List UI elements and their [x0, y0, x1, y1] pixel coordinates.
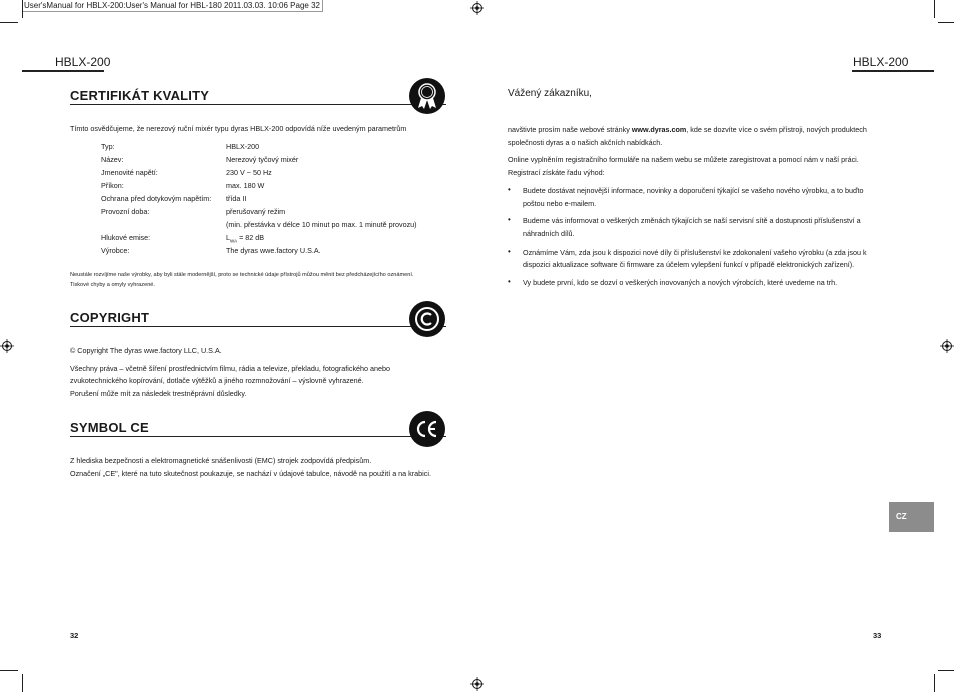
certificate-intro: Tímto osvědčujeme, že nerezový ruční mixér typu dyras HBLX-200 odpovídá níže uvedeným parametrům — [70, 124, 407, 133]
crop-mark-top-left — [22, 0, 23, 18]
spec-value: The dyras wwe.factory U.S.A. — [226, 246, 321, 255]
list-item: Budeme vás informovat o veškerých změnách týkajících se naší servisní sítě a dostupnosti příslušenství a — [523, 216, 861, 225]
symbol-ce-text: Označení „CE", které na tuto skutečnost poukazuje, se nachází v údajové tabulce, návodě na použití a na krabici. — [70, 469, 431, 478]
registration-mark-icon — [470, 1, 484, 15]
intro-paragraph: společnosti dyras a o našich akčních nabídkách. — [508, 138, 663, 147]
copyright-text: Porušení může mít za následek trestněprávní důsledky. — [70, 389, 247, 398]
certificate-note: Neustále rozvíjíme naše výrobky, aby byli stále modernější, proto se technické údaje přístrojů můžou měnit bez předcházejícího oznámení. — [70, 272, 414, 278]
section-rule — [70, 104, 446, 105]
certificate-note: Tiskové chyby a omyly vyhrazené. — [70, 282, 155, 288]
crop-mark-top-left-h — [0, 22, 18, 23]
crop-mark-top-right-h — [938, 22, 954, 23]
registration-paragraph: Online vyplněním registračního formuláře na našem webu se můžete zaregistrovat a pomocí nám v naší práci. — [508, 155, 859, 164]
language-tab — [889, 502, 934, 532]
spec-value-noise — [226, 233, 264, 246]
crop-mark-bottom-left — [22, 674, 23, 692]
list-item: Oznámíme Vám, zda jsou k dispozici nové díly či příslušenství ke zdokonalení vašeho výrobku (a zda jsou k — [523, 248, 867, 257]
crop-mark-bottom-right — [934, 674, 935, 692]
page-number-right: 33 — [873, 631, 882, 640]
list-item: Vy budete první, kdo se dozví o veškerých inovovaných a nových výrobcích, které uvedeme na trh. — [523, 278, 838, 287]
copyright-text: © Copyright The dyras wwe.factory LLC, U.S.A. — [70, 346, 222, 355]
bullet-icon: • — [508, 215, 511, 224]
crop-mark-top-right — [934, 0, 935, 18]
spec-value: 230 V ~ 50 Hz — [226, 168, 272, 177]
spec-label: Ochrana před dotykovým napětím: — [101, 194, 212, 203]
spec-label: Příkon: — [101, 181, 124, 190]
list-item: poštou nebo e-mailem. — [523, 199, 597, 208]
section-rule — [70, 326, 446, 327]
bullet-icon: • — [508, 277, 511, 286]
website-link[interactable]: www.dyras.com — [631, 125, 687, 134]
registration-mark-icon — [0, 339, 14, 353]
section-rule — [70, 436, 446, 437]
copyright-text: zvukotechnického kopírování, dotlače výtěžků a jiného rozmnožování – výslovně vyhrazené. — [70, 376, 364, 385]
registration-paragraph: Registrací získáte řadu výhod: — [508, 168, 605, 177]
award-ribbon-icon — [408, 77, 446, 115]
registration-mark-icon — [470, 677, 484, 691]
registration-mark-icon — [940, 339, 954, 353]
spec-value: max. 180 W — [226, 181, 265, 190]
noise-symbol: L — [226, 233, 230, 242]
noise-value: = 82 dB — [237, 233, 265, 242]
copyright-title: COPYRIGHT — [70, 310, 150, 325]
bullet-icon: • — [508, 185, 511, 194]
print-slug: User'sManual for HBLX-200:User's Manual for HBL-180 2011.03.03. 10:06 Page 32 — [22, 0, 323, 12]
list-item: Budete dostávat nejnovější informace, novinky a doporučení týkající se vašeho nového výrobku, a to buďto — [523, 186, 864, 195]
spec-label: Hlukové emise: — [101, 233, 151, 242]
ce-mark-icon — [408, 410, 446, 448]
noise-subscript: WA — [230, 238, 238, 244]
spec-value: Nerezový tyčový mixér — [226, 155, 299, 164]
intro-text: navštivte prosím naše webové stránky — [508, 125, 632, 134]
spec-value: přerušovaný režim — [226, 207, 286, 216]
spec-label: Typ: — [101, 142, 115, 151]
spec-label: Provozní doba: — [101, 207, 150, 216]
spec-label: Jmenovité napětí: — [101, 168, 158, 177]
spec-label: Výrobce: — [101, 246, 130, 255]
header-rule-right — [852, 70, 934, 72]
list-item: dispozici aktualizace software či firmware za účelem vylepšení funkcí v případě elektronických zařízení). — [523, 260, 855, 269]
copyright-icon — [408, 300, 446, 338]
copyright-text: Všechny práva – včetně šíření prostřednictvím filmu, rádia a televize, překladu, fotografického anebo — [70, 364, 391, 373]
spec-value: HBLX-200 — [226, 142, 260, 151]
spec-value: třída II — [226, 194, 247, 203]
language-tab-label: CZ — [896, 512, 907, 521]
crop-mark-bottom-right-h — [938, 670, 954, 671]
symbol-ce-title: SYMBOL CE — [70, 420, 149, 435]
intro-text: , kde se dozvíte více o svém přístroji, nových produktech — [686, 125, 867, 134]
page-number-left: 32 — [70, 631, 79, 640]
model-header-left: HBLX-200 — [55, 55, 111, 69]
header-rule-left — [22, 70, 104, 72]
crop-mark-bottom-left-h — [0, 670, 18, 671]
spec-value: (min. přestávka v délce 10 minut po max. 1 minutě provozu) — [226, 220, 417, 229]
certificate-title: CERTIFIKÁT KVALITY — [70, 88, 210, 103]
greeting: Vážený zákazníku, — [508, 88, 592, 99]
bullet-icon: • — [508, 247, 511, 256]
spec-label: Název: — [101, 155, 124, 164]
model-header-right: HBLX-200 — [853, 55, 909, 69]
list-item: náhradních dílů. — [523, 229, 575, 238]
symbol-ce-text: Z hlediska bezpečnosti a elektromagnetické snášenlivosti (EMC) strojek zodpovídá předpisům. — [70, 456, 372, 465]
intro-paragraph — [508, 125, 867, 136]
